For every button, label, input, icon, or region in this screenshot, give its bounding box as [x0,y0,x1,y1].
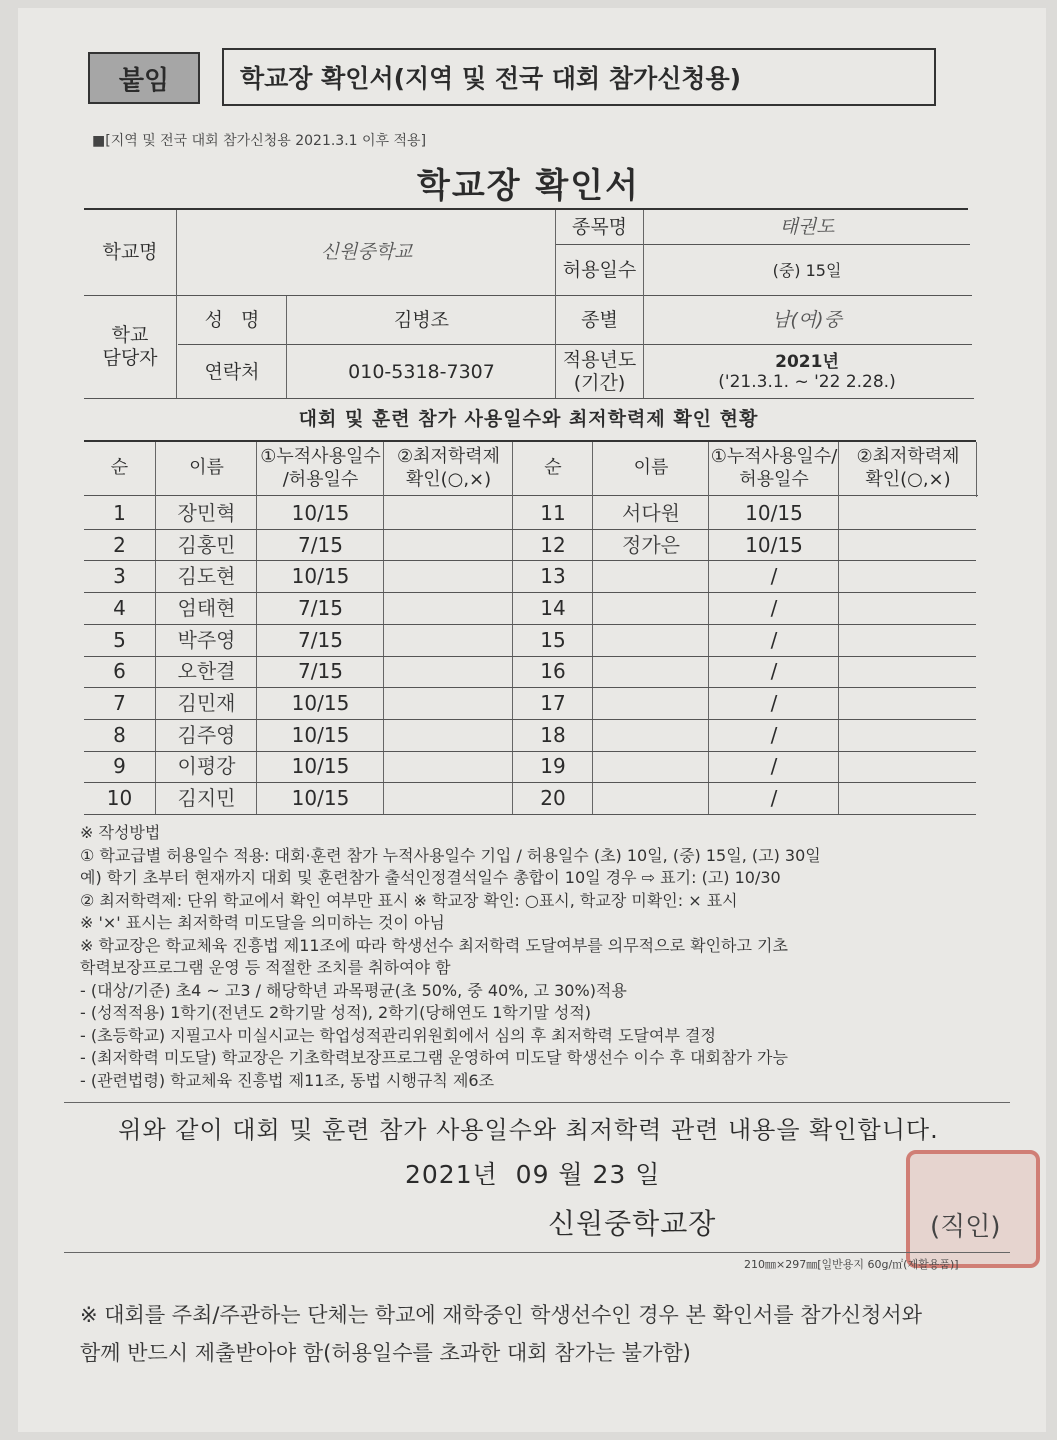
right-row-name [594,560,708,592]
left-row-no: 9 [113,754,126,779]
right-row-check [840,560,976,592]
right-row-check [840,782,976,814]
left-row-check [385,497,512,529]
left-row-no: 4 [113,595,126,620]
category-value: 남(여)중 [772,308,842,331]
signature-date: 2021년 09 월 23 일 [405,1160,661,1189]
right-row-no: 16 [540,659,566,684]
left-row-no: 5 [113,627,126,652]
left-row-name: 오한결 [177,659,236,684]
left-row-days: 7/15 [298,532,343,557]
right-row-name: 정가은 [622,532,680,557]
right-row-no: 18 [540,722,566,747]
category-label: 종별 [581,308,618,331]
left-row-check [385,656,512,688]
col-header-name-right: 이름 [633,457,669,479]
left-row-days: 7/15 [298,659,343,684]
left-row-days: 10/15 [291,722,350,747]
right-row-name [594,782,708,814]
left-row-days: 7/15 [298,627,343,652]
right-row-days: / [770,627,778,652]
right-row-days: / [770,659,778,684]
left-row-name: 김민재 [177,691,236,716]
principal-title: 신원중학교장 [548,1207,717,1240]
right-row-no: 13 [540,564,566,589]
right-row-days: / [770,722,778,747]
note-line: ※ 학교장은 학교체육 진흥법 제11조에 따라 학생선수 최저학력 도달여부를 의무적으로 확인하고 기초 [80,935,788,955]
period-year: 2021년 [775,351,839,372]
right-row-name [594,592,708,624]
name-value: 김병조 [393,308,450,331]
col-header-no: 순 [110,457,129,479]
right-row-days: 10/15 [745,532,803,557]
right-row-no: 17 [540,691,566,716]
right-row-check [840,687,976,719]
right-row-days: / [770,754,778,779]
col-header-check: ②최저학력제 확인(○,×) [396,446,501,490]
left-row-no: 1 [113,500,126,525]
right-row-name [594,719,708,751]
note-line: ※ 작성방법 [80,823,161,842]
col-header-check-right: ②최저학력제 확인(○,×) [856,446,960,490]
note-line: ② 최저학력제: 단위 학교에서 확인 여부만 표시 ※ 학교장 확인: ○표시, 학교장 미확인: × 표시 [80,890,738,910]
col-header-no-right: 순 [544,457,562,479]
note-line: - (관련법령) 학교체육 진흥법 제11조, 동법 시행규칙 제6조 [80,1070,495,1090]
attachment-tag: 붙임 [88,52,200,104]
right-row-days: / [770,691,778,716]
right-row-no: 12 [540,532,566,557]
left-row-no: 6 [113,659,126,684]
right-row-check [840,719,976,751]
right-row-name [594,656,708,688]
period-label: 적용년도 (기간) [562,349,637,394]
left-row-check [385,529,512,561]
right-row-no: 14 [540,595,566,620]
period-value [644,346,970,398]
paper-spec: 210㎜×297㎜[일반용지 60g/㎡(재활용품)] [744,1258,959,1271]
school-label: 학교명 [102,241,158,264]
left-row-days: 10/15 [291,564,350,589]
name-label: 성 명 [204,308,260,331]
right-row-check [840,592,976,624]
left-row-check [385,687,512,719]
note-line: ※ '×' 표시는 최저학력 미도달을 의미하는 것이 아님 [80,913,445,932]
note-line: 예) 학기 초부터 현재까지 대회 및 훈련참가 출석인정결석일수 총합이 10일 경우 ⇨ 표기: (고) 10/30 [80,868,781,887]
right-row-name: 서다원 [622,500,680,525]
contact-value: 010-5318-7307 [348,360,495,383]
allowed-days-label: 허용일수 [562,259,637,282]
right-row-name [594,751,708,783]
applicability-note: ■[지역 및 전국 대회 참가신청용 2021.3.1 이후 적용] [92,133,427,149]
left-row-days: 7/15 [298,595,343,620]
left-row-check [385,782,512,814]
left-row-name: 박주영 [177,627,236,652]
right-row-check [840,624,976,656]
left-row-name: 김지민 [177,786,236,811]
left-row-name: 엄태현 [177,595,236,620]
contact-label: 연락처 [204,360,260,383]
seal-label: (직인) [930,1212,1001,1242]
left-row-no: 7 [113,691,126,716]
left-row-name: 김홍민 [177,532,236,557]
left-row-days: 10/15 [291,754,350,779]
footer-note: ※ 대회를 주최/주관하는 단체는 학교에 재학중인 학생선수인 경우 본 확인서를 참가신청서와 함께 반드시 제출받아야 함(허용일수를 초과한 대회 참가는 불가함) [80,1303,923,1365]
left-row-check [385,751,512,783]
right-row-name [594,624,708,656]
col-header-days: ①누적사용일수 /허용일수 [260,446,381,490]
section-title: 대회 및 훈련 참가 사용일수와 최저학력제 확인 현황 [298,408,759,430]
left-row-name: 김도현 [177,564,236,589]
school-value: 신원중학교 [320,241,413,264]
right-row-days: / [770,564,778,589]
left-row-name: 이평강 [177,754,236,779]
left-row-check [385,624,512,656]
page-title: 학교장 확인서 [417,166,640,206]
right-row-check [840,656,976,688]
right-row-days: 10/15 [745,500,803,525]
col-header-name: 이름 [189,457,224,479]
left-row-check [385,592,512,624]
col-header-days-right: ①누적사용일수/ 허용일수 [710,446,838,490]
period-range: ('21.3.1. ~ '22 2.28.) [718,372,896,392]
event-label: 종목명 [571,215,628,238]
person-in-charge-label: 학교 담당자 [102,324,158,369]
note-line: - (초등학교) 지필고사 미실시교는 학업성적관리위원회에서 심의 후 최저학력 도달여부 결정 [80,1025,716,1045]
right-row-check [840,529,976,561]
right-row-no: 15 [540,627,566,652]
right-row-check [840,497,976,529]
left-row-check [385,719,512,751]
left-row-days: 10/15 [291,691,350,716]
left-row-days: 10/15 [291,500,350,525]
allowed-days-value: (중) 15일 [772,260,842,280]
document-headline: 학교장 확인서(지역 및 전국 대회 참가신청용) [222,48,936,106]
right-row-name [594,687,708,719]
left-row-check [385,560,512,592]
left-row-no: 10 [106,786,133,811]
right-row-no: 19 [540,754,566,779]
note-line: - (최저학력 미도달) 학교장은 기초학력보장프로그램 운영하여 미도달 학생선수 이수 후 대회참가 가능 [80,1048,788,1067]
right-row-no: 20 [540,786,566,811]
note-line: 학력보장프로그램 운영 등 적절한 조치를 취하여야 함 [80,958,451,977]
right-row-no: 11 [540,500,566,525]
note-line: - (성적적용) 1학기(전년도 2학기말 성적), 2학기(당해연도 1학기말 성적) [80,1003,592,1022]
note-line: - (대상/기준) 초4 ~ 고3 / 해당학년 과목평균(초 50%, 중 40%, 고 30%)적용 [80,980,627,1000]
instructions [80,822,1020,1092]
right-row-days: / [770,595,778,620]
right-row-days: / [770,786,778,811]
left-row-days: 10/15 [291,786,350,811]
event-value: 태권도 [779,215,835,238]
left-row-no: 8 [113,722,126,747]
left-row-name: 김주영 [177,722,236,747]
confirmation-statement: 위와 같이 대회 및 훈련 참가 사용일수와 최저학력 관련 내용을 확인합니다. [118,1116,939,1144]
left-row-no: 2 [113,532,126,557]
left-row-no: 3 [113,564,126,589]
left-row-name: 장민혁 [177,500,236,525]
note-line: ① 학교급별 허용일수 적용: 대회·훈련 참가 누적사용일수 기입 / 허용일수 (초) 10일, (중) 15일, (고) 30일 [80,845,821,865]
right-row-check [840,751,976,783]
